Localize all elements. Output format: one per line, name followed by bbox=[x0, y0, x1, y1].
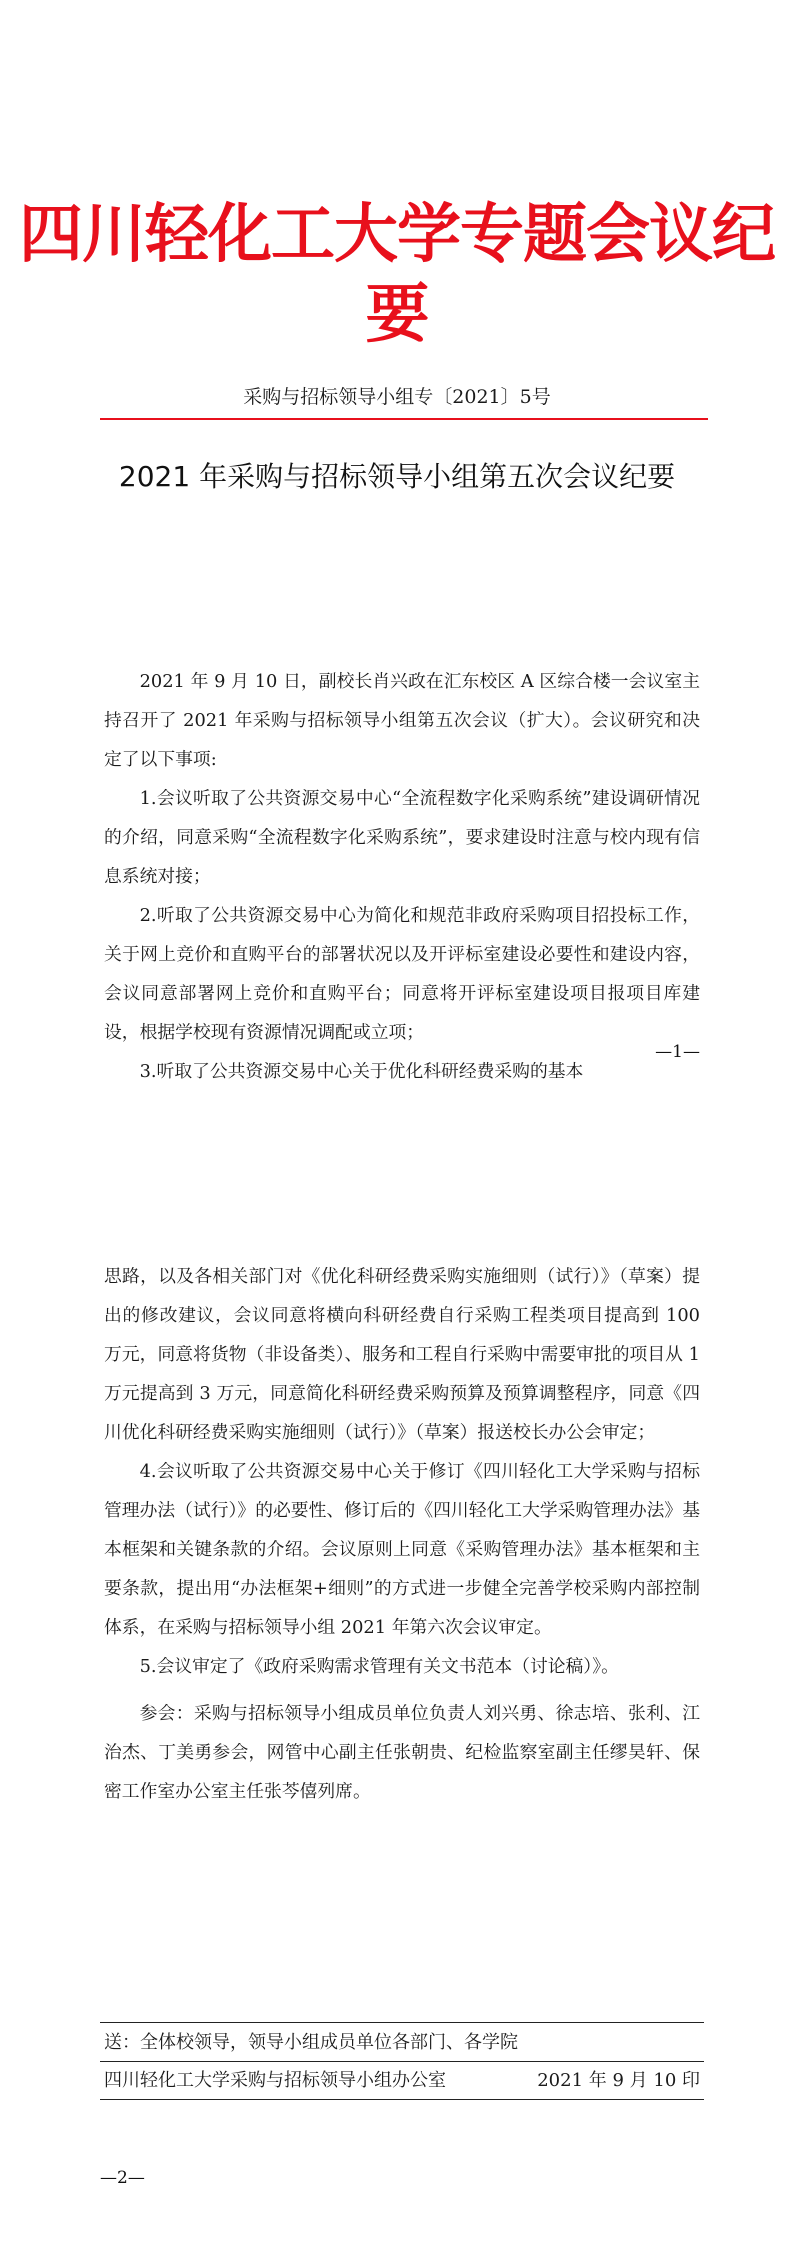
red-separator-line bbox=[100, 418, 708, 420]
document-title: 2021 年采购与招标领导小组第五次会议纪要 bbox=[118, 460, 676, 493]
masthead: 四川轻化工大学专题会议纪要 bbox=[19, 197, 775, 352]
paragraph-attendees: 参会：采购与招标领导小组成员单位负责人刘兴勇、徐志培、张利、江治杰、丁美勇参会，网管中心副主任张朝贵、纪检监察室副主任缪昊轩、保密工作室办公室主任张芩僖列席。 bbox=[104, 1703, 700, 1802]
issuer-line bbox=[104, 2068, 700, 2094]
issuer-name: 四川轻化工大学采购与招标领导小组办公室 bbox=[104, 2070, 446, 2091]
paragraph-item-4: 4.会议听取了公共资源交易中心关于修订《四川轻化工大学采购与招标管理办法（试行）》的必要性、修订后的《四川轻化工大学采购管理办法》基本框架和关键条款的介绍。会议原则上同意《采购管理办法》基本框架和主要条款，提出用“办法框架+细则”的方式进一步健全完善学校采购内部控制体系，在采购与招标领导小组 2021 年第六次会议审定。 bbox=[104, 1461, 700, 1638]
page-number-1: —1— bbox=[655, 1042, 700, 1062]
page-number-2: —2— bbox=[100, 2168, 145, 2188]
page2-body bbox=[104, 1257, 700, 1811]
paragraph-item-1: 1.会议听取了公共资源交易中心“全流程数字化采购系统”建设调研情况的介绍，同意采购“全流程数字化采购系统”，要求建设时注意与校内现有信息系统对接； bbox=[104, 788, 700, 887]
distribution-list: 送：全体校领导，领导小组成员单位各部门、各学院 bbox=[104, 2032, 518, 2053]
document-number: 采购与招标领导小组专〔2021〕5号 bbox=[243, 386, 551, 408]
paragraph-intro: 2021 年 9 月 10 日，副校长肖兴政在汇东校区 A 区综合楼一会议室主持召开了 2021 年采购与招标领导小组第五次会议（扩大）。会议研究和决定了以下事项: bbox=[104, 671, 700, 770]
paragraph-item-5: 5.会议审定了《政府采购需求管理有关文书范本（讨论稿）》。 bbox=[139, 1656, 619, 1677]
page1-body bbox=[104, 662, 700, 1091]
distribution-bottom-rule bbox=[100, 2099, 704, 2100]
distribution-mid-rule bbox=[100, 2061, 704, 2062]
issue-date: 2021 年 9 月 10 印 bbox=[537, 2070, 700, 2091]
paragraph-item-3-continued: 思路，以及各相关部门对《优化科研经费采购实施细则（试行）》（草案）提出的修改建议，会议同意将横向科研经费自行采购工程类项目提高到 100 万元，同意将货物（非设备类）、服务和工程自行采购中需要审批的项目从 1 万元提高到 3 万元，同意简化科研经费采购预算及预算调整程序，同意《四川优化科研经费采购实施细则（试行）》（草案）报送校长办公会审定； bbox=[104, 1266, 700, 1443]
distribution-top-rule bbox=[100, 2022, 704, 2023]
paragraph-item-3-start: 3.听取了公共资源交易中心关于优化科研经费采购的基本 bbox=[139, 1061, 584, 1082]
paragraph-item-2: 2.听取了公共资源交易中心为简化和规范非政府采购项目招投标工作，关于网上竞价和直购平台的部署状况以及开评标室建设必要性和建设内容，会议同意部署网上竞价和直购平台；同意将开评标室建设项目报项目库建设，根据学校现有资源情况调配或立项； bbox=[104, 905, 700, 1043]
